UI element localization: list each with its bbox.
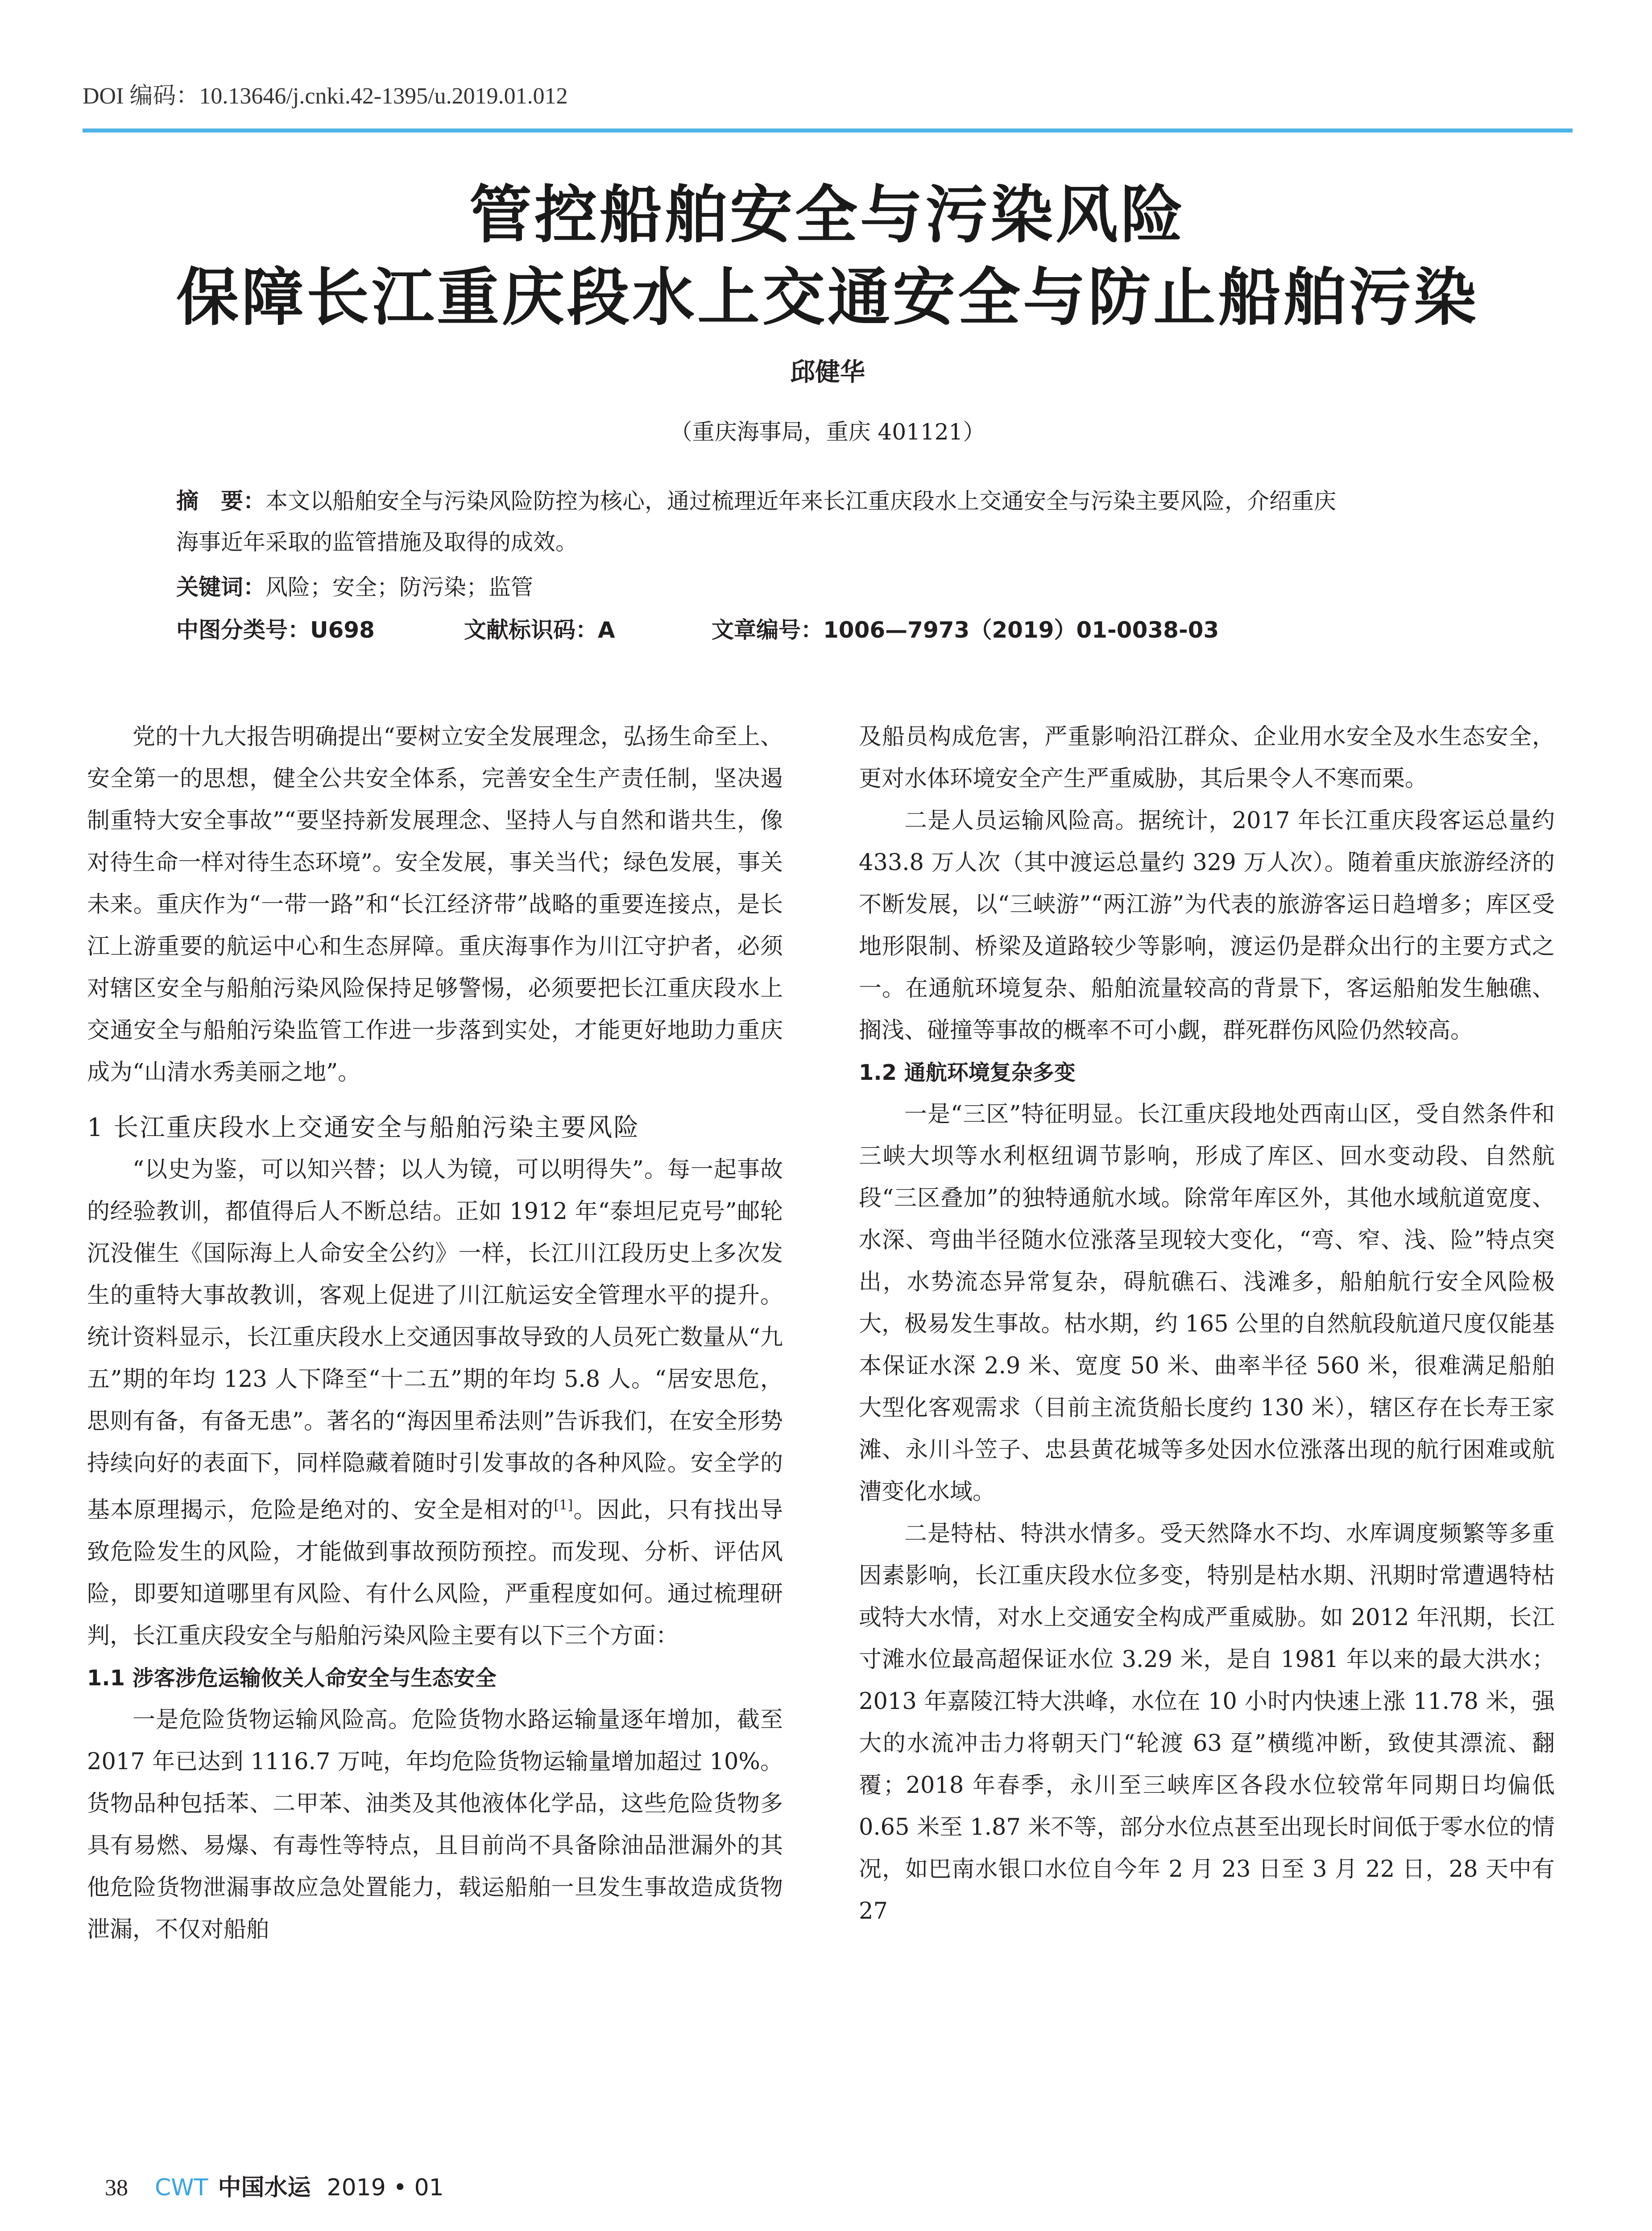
keywords-text: 风险；安全；防污染；监管 <box>265 574 533 600</box>
paragraph-continued: 及船员构成危害，严重影响沿江群众、企业用水安全及水生态安全，更对水体环境安全产生严重威胁，其后果令人不寒而栗。 <box>859 724 1555 792</box>
abstract-label: 摘 要： <box>176 488 265 514</box>
paragraph-water-levels: 二是特枯、特洪水情多。受天然降水不均、水库调度频繁等多重因素影响，长江重庆段水位多变，特别是枯水期、汛期时常遭遇特枯或特大水情，对水上交通安全构成严重威胁。如 2012 年汛期，长江寸滩水位最高超保证水位 3.29 米，是自 1981 年以来的最大洪水；2013 年嘉陵江特大洪峰，水位在 10 小时内快速上涨 11.78 米，强大的水流冲击力将朝天门“轮渡 63 趸”横缆冲断，致使其漂流、翻覆；2018 年春季，永川至三峡库区各段水位较常年同期日均偏低 0.65 米至 1.87 米不等，部分水位点甚至出现长时间低于零水位的情况，如巴南水银口水位自今年 2 月 23 日至 3 月 22 日，28 天中有 27 <box>859 1521 1555 1924</box>
paragraph-three-zones: 一是“三区”特征明显。长江重庆段地处西南山区，受自然条件和三峡大坝等水利枢纽调节影响，形成了库区、回水变动段、自然航段“三区叠加”的独特通航水域。除常年库区外，其他水域航道宽度、水深、弯曲半径随水位涨落呈现较大变化，“弯、窄、浅、险”特点突出，水势流态异常复杂，碍航礁石、浅滩多，船舶航行安全风险极大，极易发生事故。枯水期，约 165 公里的自然航段航道尺度仅能基本保证水深 2.9 米、宽度 50 米、曲率半径 560 米，很难满足船舶大型化客观需求（目前主流货船长度约 130 米），辖区存在长寿王家滩、永川斗笠子、忠县黄花城等多处因水位涨落出现的航行困难或航漕变化水域。 <box>859 1101 1555 1505</box>
document-code: 文献标识码：A <box>464 617 615 643</box>
subsection-heading-1-1: 1.1 涉客涉危运输攸关人命安全与生态安全 <box>87 1666 497 1691</box>
page-footer <box>105 2169 444 2202</box>
magazine-name: 中国水运 <box>218 2174 311 2201</box>
section-heading-1: 1 长江重庆段水上交通安全与船舶污染主要风险 <box>87 1113 640 1142</box>
paragraph-risks <box>87 1149 783 1657</box>
paragraph-passenger-risk: 二是人员运输风险高。据统计，2017 年长江重庆段客运总量约 433.8 万人次（其中渡运总量约 329 万人次）。随着重庆旅游经济的不断发展，以“三峡游”“两江游”为代表的旅游客运日趋增多；库区受地形限制、桥梁及道路较少等影响，渡运仍是群众出行的主要方式之一。在通航环境复杂、船舶流量较高的背景下，客运船舶发生触礁、搁浅、碰撞等事故的概率不可小觑，群死群伤风险仍然较高。 <box>859 808 1555 1044</box>
article-number: 文章编号：1006—7973（2019）01-0038-03 <box>712 617 1219 643</box>
clc-number: 中图分类号：U698 <box>176 617 375 643</box>
issue-number: 2019 • 01 <box>327 2174 444 2201</box>
paragraph-risks-part1: “以史为鉴，可以知兴替；以人为镜，可以明得失”。每一起事故的经验教训，都值得后人不断总结。正如 1912 年“泰坦尼克号”邮轮沉没催生《国际海上人命安全公约》一样，长江川江段历史上多次发生的重特大事故教训，客观上促进了川江航运安全管理水平的提升。统计资料显示，长江重庆段水上交通因事故导致的人员死亡数量从“九五”期的年均 123 人下降至“十二五”期的年均 5.8 人。“居安思危，思则有备，有备无患”。著名的“海因里希法则”告诉我们，在安全形势持续向好的表面下，同样隐藏着随时引发事故的各种风险。安全学的基本原理揭示，危险是绝对的、安全是相对的 <box>87 1157 783 1523</box>
left-column <box>87 716 783 1951</box>
author: 邱健华 <box>790 358 865 387</box>
cwt-logo: CWT <box>155 2174 208 2201</box>
page-number: 38 <box>105 2175 128 2201</box>
header-rule <box>83 129 1573 133</box>
keywords-label: 关键词： <box>176 574 265 600</box>
right-column <box>859 716 1555 1932</box>
doi-code: DOI 编码：10.13646/j.cnki.42-1395/u.2019.01.012 <box>83 83 568 109</box>
paragraph-risks-part2: 。因此，只有找出导致危险发生的风险，才能做到事故预防预控。而发现、分析、评估风险，即要知道哪里有风险、有什么风险，严重程度如何。通过梳理研判，长江重庆段安全与船舶污染风险主要有以下三个方面： <box>87 1497 783 1649</box>
paragraph-hazardous-cargo: 一是危险货物运输风险高。危险货物水路运输量逐年增加，截至 2017 年已达到 1116.7 万吨，年均危险货物运输量增加超过 10%。货物品种包括苯、二甲苯、油类及其他液体化学品，这些危险货物多具有易燃、易爆、有毒性等特点，且目前尚不具备除油品泄漏外的其他危险货物泄漏事故应急处置能力，载运船舶一旦发生事故造成货物泄漏，不仅对船舶 <box>87 1707 783 1943</box>
article-title-line2: 保障长江重庆段水上交通安全与防止船舶污染 <box>176 261 1479 334</box>
subsection-heading-1-2: 1.2 通航环境复杂多变 <box>859 1060 1076 1085</box>
paragraph-intro: 党的十九大报告明确提出“要树立安全发展理念，弘扬生命至上、安全第一的思想，健全公共安全体系，完善安全生产责任制，坚决遏制重特大安全事故”“要坚持新发展理念、坚持人与自然和谐共生，像对待生命一样对待生态环境”。安全发展，事关当代；绿色发展，事关未来。重庆作为“一带一路”和“长江经济带”战略的重要连接点，是长江上游重要的航运中心和生态屏障。重庆海事作为川江守护者，必须对辖区安全与船舶污染风险保持足够警惕，必须要把长江重庆段水上交通安全与船舶污染监管工作进一步落到实处，才能更好地助力重庆成为“山清水秀美丽之地”。 <box>87 724 783 1086</box>
abstract-text-2: 海事近年采取的监管措施及取得的成效。 <box>176 529 578 555</box>
abstract-text-1: 本文以船舶安全与污染风险防控为核心，通过梳理近年来长江重庆段水上交通安全与污染主要风险，介绍重庆 <box>265 488 1336 514</box>
keywords <box>176 569 533 601</box>
affiliation: （重庆海事局，重庆 401121） <box>670 419 985 445</box>
citation-ref: [1] <box>554 1497 573 1513</box>
abstract <box>176 483 1497 519</box>
article-title-line1: 管控船舶安全与污染风险 <box>469 178 1186 252</box>
